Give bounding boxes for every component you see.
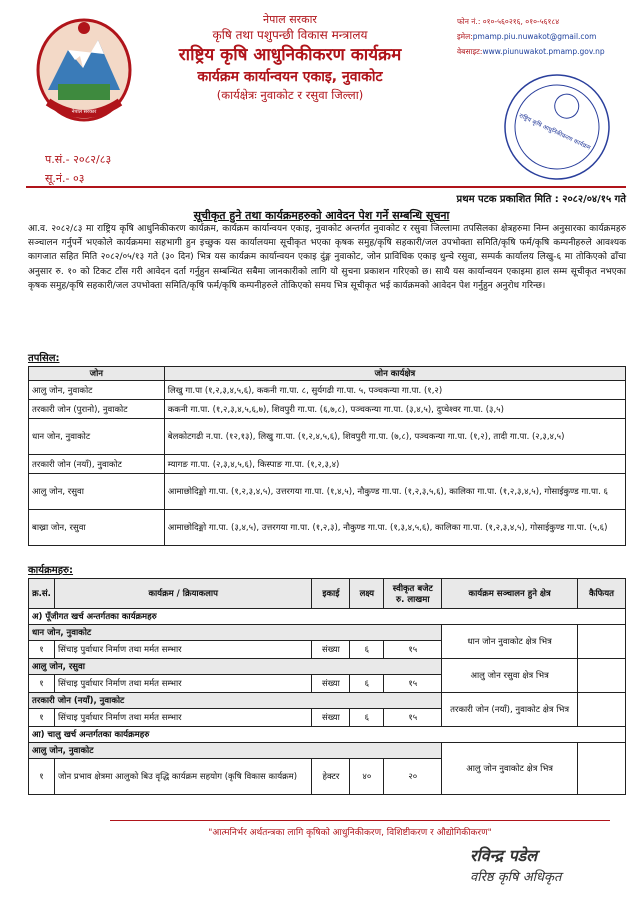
zone-heading: तरकारी जोन (नयाँ), नुवाकोट: [29, 693, 442, 709]
ministry-name: कृषि तथा पशुपन्छी विकास मन्त्रालय: [212, 28, 368, 42]
zone-heading: आलु जोन, रसुवा: [29, 659, 442, 675]
unit-cell: संख्या: [312, 709, 350, 727]
phone-number: फोन नं.: ०१०-५६०२१६, ०१०-५६१८४: [457, 17, 560, 26]
tapsil-label: तपसिल:: [28, 353, 60, 364]
unit-cell: संख्या: [312, 675, 350, 693]
unit-cell: हेक्टर: [312, 759, 350, 795]
sn-cell: १: [29, 641, 55, 659]
zone-heading: आलु जोन, नुवाकोट: [29, 743, 442, 759]
zone-row: [29, 743, 626, 759]
signatory-title: वरिष्ठ कृषि अधिकृत: [470, 870, 562, 885]
program-name: राष्ट्रिय कृषि आधुनिकीकरण कार्यक्रम: [178, 45, 402, 65]
section-current: आ) चालु खर्च अन्तर्गतका कार्यक्रमहरु: [29, 727, 626, 743]
program-table: [28, 578, 626, 795]
activity-cell: सिंचाइ पुर्वाधार निर्माण तथा मर्मत सम्भार: [54, 675, 311, 693]
target-header: लक्ष्य: [350, 579, 384, 609]
zone-cell: बाख्रा जोन, रसुवा: [29, 510, 165, 546]
header-divider: [26, 186, 626, 188]
activity-cell: सिंचाइ पुर्वाधार निर्माण तथा मर्मत सम्भार: [54, 709, 311, 727]
website-link[interactable]: www.piunuwakot.pmamp.gov.np: [482, 47, 605, 56]
letterhead: [140, 12, 440, 104]
publish-date: प्रथम पटक प्रकाशित मिति : २०८२/०४/१५ गते: [456, 194, 626, 205]
table-row: [29, 474, 626, 510]
zone-area-header: जोन कार्यक्षेत्र: [164, 367, 625, 381]
zone-row: [29, 625, 626, 641]
footer-divider: [110, 820, 610, 821]
patra-sankhya: प.सं.- २०८२/८३: [45, 153, 112, 166]
remarks-cell: [577, 625, 625, 659]
zone-cell: तरकारी जोन (नयाँ), नुवाकोट: [29, 455, 165, 474]
website-label: वेबसाइट:: [457, 47, 483, 56]
program-area: धान जोन नुवाकोट क्षेत्र भित्र: [442, 625, 578, 659]
zone-area-cell: म्यागङ गा.पा. (२,३,४,५,६), किस्पाङ गा.पा. (१,२,३,४): [164, 455, 625, 474]
sn-header: क्र.सं.: [29, 579, 55, 609]
contact-block: [457, 14, 637, 59]
target-cell: ४०: [350, 759, 384, 795]
work-area: (कार्यक्षेत्रः नुवाकोट र रसुवा जिल्ला): [216, 88, 364, 102]
zone-row: [29, 693, 626, 709]
unit-name: कार्यक्रम कार्यान्वयन एकाइ, नुवाकोट: [197, 69, 383, 85]
notice-title: सूचीकृत हुने तथा कार्यक्रमहरुको आवेदन पेश गर्ने सम्बन्धि सूचना: [193, 209, 450, 222]
zone-area-cell: ककनी गा.पा. (१,२,३,४,५,६,७), शिवपुरी गा.पा. (६,७,८), पञ्चकन्या गा.पा. (३,४,५), दुप्चेश्वर गा.पा. (३,५): [164, 400, 625, 419]
gov-name: नेपाल सरकार: [263, 13, 317, 26]
budget-header: स्वीकृत बजेट रु. लाखमा: [384, 579, 442, 609]
nepal-emblem-logo: [28, 10, 140, 130]
reference-numbers: [45, 150, 111, 188]
zone-cell: आलु जोन, नुवाकोट: [29, 381, 165, 400]
sn-cell: १: [29, 675, 55, 693]
remarks-cell: [577, 659, 625, 693]
section-row: [29, 727, 626, 743]
program-area: आलु जोन रसुवा क्षेत्र भित्र: [442, 659, 578, 693]
target-cell: ६: [350, 675, 384, 693]
zone-area-cell: आमाछोदिङ्मो गा.पा. (१,२,३,४,५), उत्तरगया गा.पा. (१,४,५), नौकुण्ड गा.पा. (१,२,३,५,६), कालिका गा.पा. (१,२,३,४,५), गोसाईकुण्ड गा.पा. ६: [164, 474, 625, 510]
sn-cell: १: [29, 709, 55, 727]
notice-paragraph: आ.व. २०८२/८३ मा राष्ट्रिय कृषि आधुनिकीकरण कार्यक्रम, कार्यक्रम कार्यान्वयन एकाइ, नुवाकोट अन्तर्गत नुवाकोट र रसुवा जिल्लामा तपसिलका क्षेत्रहरुमा निम्न अनुसारका कार्यक्रमहरु सञ्चालन गर्नुपर्ने भएकोले कार्यक्रममा सहभागी हुन इच्छुक यस कार्यालयमा सूचीकृत भएका कृषक समुह/कृषि सहकारी/जल उपभोक्ता समिति/कृषि फर्म/कृषि कम्पनीहरुले आवश्यक कागजात सहित मिति २०८२/०५/१३ गते (३० दिन) भित्र यस कार्यक्रम कार्यान्वयन एकाइ दुंङ्ग नुवाकोट, जोन प्राविधिक एकाइ धुन्चे रसुवा, सम्पर्क कार्यालय लिखु-६ मा तोकिएको ढाँचा अनुसार रु. १० को टिकट टाँस गरी आवेदन दर्ता गर्नुहुन सम्बन्धित सबैमा जानकारीको लागि यो सुचना प्रकाशन गरिएको छ। साथै यस कार्यान्वयन एकाइमा हाल सम्म सूचीकृत नभएका कृषक समुह/कृषि सहकारी/जल उपभोक्ता समिति/कृषि फर्म/कृषि कम्पनीहरुले तोकिएको समय भित्र सूचीकृत भई कार्यक्रमको आवेदन पेश गर्नुहुन अनुरोध गरिन्छ।: [28, 224, 626, 291]
table-row: [29, 455, 626, 474]
remarks-header: कैफियत: [577, 579, 625, 609]
programs-label: कार्यक्रमहरु:: [28, 565, 74, 576]
target-cell: ६: [350, 709, 384, 727]
zone-area-cell: आमाछोदिङ्मो गा.पा. (३,४,५), उत्तरगया गा.पा. (१,२,३), नौकुण्ड गा.पा. (१,३,४,५,६), कालिका गा.पा. (१,२,३,४,५), गोसाईकुण्ड गा.पा. (५,६): [164, 510, 625, 546]
budget-cell: १५: [384, 709, 442, 727]
zone-header: जोन: [29, 367, 165, 381]
remarks-cell: [577, 743, 625, 795]
suchana-number: सू.नं.- ०३: [45, 172, 85, 185]
zone-table-header: [29, 367, 626, 381]
section-row: [29, 609, 626, 625]
zone-table: [28, 366, 626, 546]
footer-slogan: "आत्मनिर्भर अर्थतन्त्रका लागि कृषिको आधुनिकीकरण, विशिष्टीकरण र औद्योगिकीकरण": [208, 828, 492, 838]
budget-cell: १५: [384, 675, 442, 693]
budget-cell: २०: [384, 759, 442, 795]
area-header: कार्यक्रम सञ्चालन हुने क्षेत्र: [442, 579, 578, 609]
table-row: [29, 510, 626, 546]
table-row: [29, 381, 626, 400]
table-row: [29, 419, 626, 455]
signature-block: [470, 845, 561, 889]
unit-cell: संख्या: [312, 641, 350, 659]
program-table-header: [29, 579, 626, 609]
budget-cell: १५: [384, 641, 442, 659]
target-cell: ६: [350, 641, 384, 659]
email-label: इमेल:: [457, 32, 473, 41]
signatory-name: रविन्द्र पडेल: [470, 846, 538, 865]
unit-header: इकाई: [312, 579, 350, 609]
sn-cell: १: [29, 759, 55, 795]
program-area: तरकारी जोन (नयाँ), नुवाकोट क्षेत्र भित्र: [442, 693, 578, 727]
zone-cell: तरकारी जोन (पुरानो), नुवाकोट: [29, 400, 165, 419]
zone-heading: धान जोन, नुवाकोट: [29, 625, 442, 641]
table-row: [29, 400, 626, 419]
emblem-caption: नेपाल सरकार: [71, 109, 97, 115]
section-capital: अ) पूँजीगत खर्च अन्तर्गतका कार्यक्रमहरु: [29, 609, 626, 625]
email-link[interactable]: pmamp.piu.nuwakot@gmail.com: [472, 32, 597, 41]
remarks-cell: [577, 693, 625, 727]
activity-cell: जोन प्रभाव क्षेत्रमा आलुको बिउ वृद्धि कार्यक्रम सहयोग (कृषि विकास कार्यक्रम): [54, 759, 311, 795]
zone-area-cell: बेलकोटगढी न.पा. (१२,१३), लिखु गा.पा. (१,२,४,५,६), शिवपुरी गा.पा. (७,८), पञ्चकन्या गा.पा. (१,२), तादी गा.पा. (२,३,४,५): [164, 419, 625, 455]
zone-cell: आलु जोन, रसुवा: [29, 474, 165, 510]
zone-row: [29, 659, 626, 675]
office-stamp: [498, 68, 616, 186]
stamp-text: राष्ट्रिय कृषि आधुनिकीकरण कार्यक्रम: [517, 112, 592, 152]
program-area: आलु जोन नुवाकोट क्षेत्र भित्र: [442, 743, 578, 795]
zone-area-cell: लिखु गा.पा (१,२,३,४,५,६), ककनी गा.पा. ८, सुर्यगढी गा.पा. ५, पञ्चकन्या गा.पा. (१,२): [164, 381, 625, 400]
activity-cell: सिंचाइ पुर्वाधार निर्माण तथा मर्मत सम्भार: [54, 641, 311, 659]
activity-header: कार्यक्रम / क्रियाकलाप: [54, 579, 311, 609]
zone-cell: धान जोन, नुवाकोट: [29, 419, 165, 455]
